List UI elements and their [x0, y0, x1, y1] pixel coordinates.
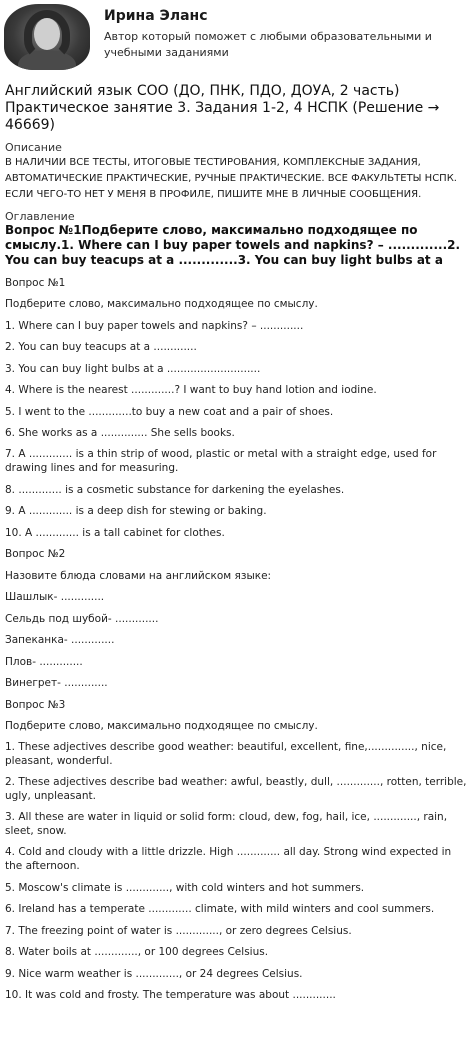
question-instruction: Подберите слово, максимально подходящее по смыслу. [5, 720, 318, 732]
question-item: Сельдь под шубой- ............. [5, 612, 159, 625]
question-item: Плов- ............. [5, 655, 83, 668]
question-item: 3. You can buy light bulbs at a ............................ [5, 362, 261, 375]
author-avatar[interactable] [4, 4, 90, 70]
question-item: 6. Ireland has a temperate ............. climate, with mild winters and cool summers. [5, 903, 435, 915]
question-heading: Вопрос №1 [5, 276, 66, 289]
question-item: 1. Where can I buy paper towels and napkins? – ............. [5, 319, 304, 332]
question-heading: Вопрос №3 [5, 698, 66, 711]
question-item: 8. Water boils at ............., or 100 degrees Celsius. [5, 946, 269, 958]
question-item: Шашлык- ............. [5, 591, 105, 603]
toc-label: Оглавление [5, 210, 75, 223]
author-description: Автор который поможет с любыми образовательными и учебными заданиями [104, 30, 432, 59]
document-content [0, 83, 474, 1002]
question-instruction: Назовите блюда словами на английском языке: [5, 569, 272, 582]
description-label: Описание [5, 141, 62, 154]
document-title: Английский язык СОО (ДО, ПНК, ПДО, ДОУА, 2 часть) Практическое занятие 3. Задания 1-2, 4 НСПК (Решение → 46669) [5, 83, 440, 133]
question-item: Запеканка- ............. [5, 634, 115, 646]
question-item: 2. You can buy teacups at a ............. [5, 341, 197, 353]
question-item: 10. A ............. is a tall cabinet for clothes. [5, 526, 225, 539]
question-item: 6. She works as a .............. She sells books. [5, 427, 235, 439]
question-item: 1. These adjectives describe good weather: beautiful, excellent, fine,.............., nice, pleasant, wonderful. [5, 741, 447, 767]
question-item: 5. I went to the .............to buy a new coat and a pair of shoes. [5, 405, 334, 418]
question-item: 5. Moscow's climate is ............., with cold winters and hot summers. [5, 881, 365, 894]
description-text: В НАЛИЧИИ ВСЕ ТЕСТЫ, ИТОГОВЫЕ ТЕСТИРОВАНИЯ, КОМПЛЕКСНЫЕ ЗАДАНИЯ, АВТОМАТИЧЕСКИЕ ПРАКТИЧЕСКИЕ, РУЧНЫЕ ПРАКТИЧЕСКИЕ. ВСЕ ФАКУЛЬТЕТЫ НСПК. ЕСЛИ ЧЕГО-ТО НЕТ У МЕНЯ В ПРОФИЛЕ, ПИШИТЕ МНЕ В ЛИЧНЫЕ СООБЩЕНИЯ. [5, 157, 457, 200]
question-item: 2. These adjectives describe bad weather: awful, beastly, dull, ............., rotten, terrible, ugly, unpleasant. [5, 776, 467, 802]
question-heading: Вопрос №2 [5, 548, 66, 560]
question-item: Винегрет- ............. [5, 677, 108, 689]
question-item: 7. A ............. is a thin strip of wood, plastic or metal with a straight edge, used for drawing lines and for measuring. [5, 448, 437, 474]
question-instruction: Подберите слово, максимально подходящее по смыслу. [5, 298, 318, 310]
question-item: 8. ............. is a cosmetic substance for darkening the eyelashes. [5, 483, 345, 496]
question-item: 3. All these are water in liquid or solid form: cloud, dew, fog, hail, ice, ............., rain, sleet, snow. [5, 811, 448, 837]
author-name[interactable]: Ирина Эланс [104, 8, 208, 24]
question-item: 9. A ............. is a deep dish for stewing or baking. [5, 505, 267, 517]
question-item: 4. Where is the nearest .............? I want to buy hand lotion and iodine. [5, 384, 377, 396]
avatar-face [34, 18, 60, 50]
toc-title: Вопрос №1Подберите слово, максимально подходящее по смыслу.1. Where can I buy paper towels and napkins? – .............2. You can buy teacups at a .............3. You can buy light bulbs at a [5, 223, 461, 267]
author-header [0, 0, 474, 78]
question-item: 4. Cold and cloudy with a little drizzle. High ............. all day. Strong wind expected in the afternoon. [5, 846, 452, 872]
question-item: 7. The freezing point of water is ............., or zero degrees Celsius. [5, 924, 352, 937]
question-item: 9. Nice warm weather is ............., or 24 degrees Celsius. [5, 967, 303, 980]
question-item: 10. It was cold and frosty. The temperature was about ............. [5, 989, 336, 1001]
